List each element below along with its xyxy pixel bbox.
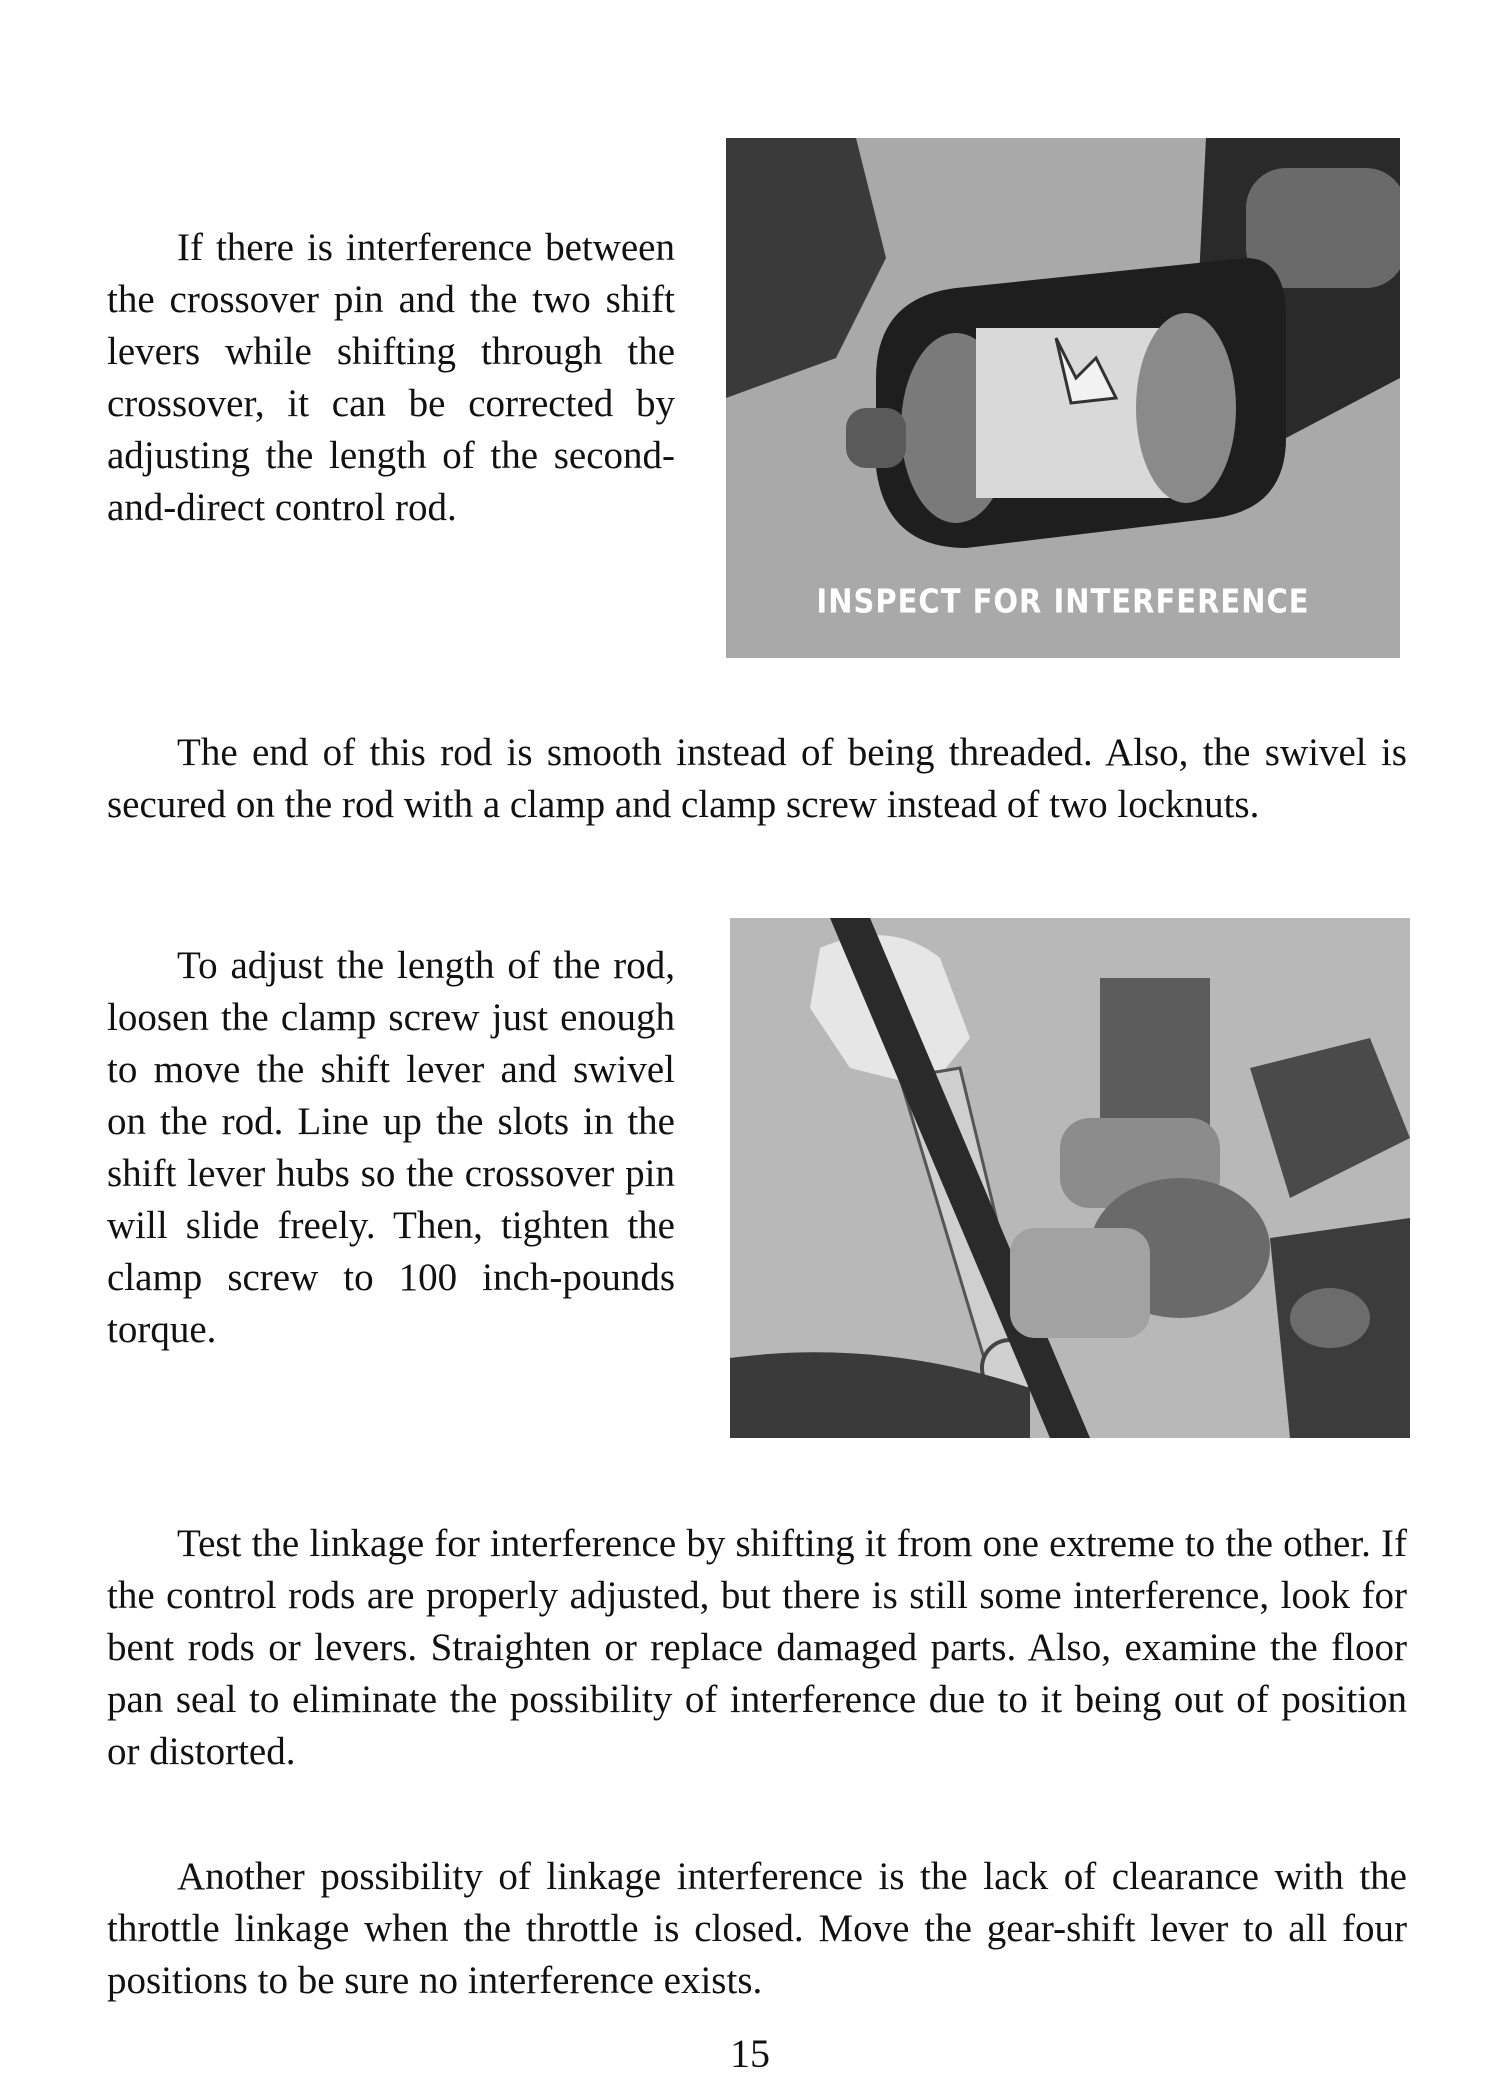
photo-adjust-clamp-screw	[730, 918, 1410, 1438]
photo-caption: INSPECT FOR INTERFERENCE	[816, 581, 1310, 621]
paragraph-interference-intro: If there is interference between the crossover pin and the two shift levers while shifting through the crossover, it can be corrected by adjusting the length of the second-and-direct control rod.	[107, 226, 675, 529]
paragraph-adjust-rod: To adjust the length of the rod, loosen the clamp screw just enough to move the shift lever and swivel on the rod. Line up the slots in the shift lever hubs so the crossover pin will slide freely. Then, tighten the clamp screw to 100 inch-pounds torque.	[107, 944, 675, 1351]
crossover-pin-photo	[726, 138, 1400, 658]
paragraph-throttle-clearance: Another possibility of linkage interference is the lack of clearance with the throttle linkage when the throttle is closed. Move the gear-shift lever to all four positions to be sure no interference exists.	[107, 1855, 1407, 2002]
page-number: 15	[730, 2031, 770, 2076]
paragraph-rod-end: The end of this rod is smooth instead of being threaded. Also, the swivel is secured on the rod with a clamp and clamp screw instead of two locknuts.	[107, 731, 1407, 826]
wrench-on-linkage-photo	[730, 918, 1410, 1438]
paragraph-test-linkage: Test the linkage for interference by shifting it from one extreme to the other. If the control rods are properly adjusted, but there is still some interference, look for bent rods or levers. Straighten or replace damaged parts. Also, examine the floor pan seal to eliminate the possibility of interference due to it being out of position or distorted.	[107, 1522, 1407, 1773]
photo-inspect-for-interference	[726, 138, 1400, 658]
